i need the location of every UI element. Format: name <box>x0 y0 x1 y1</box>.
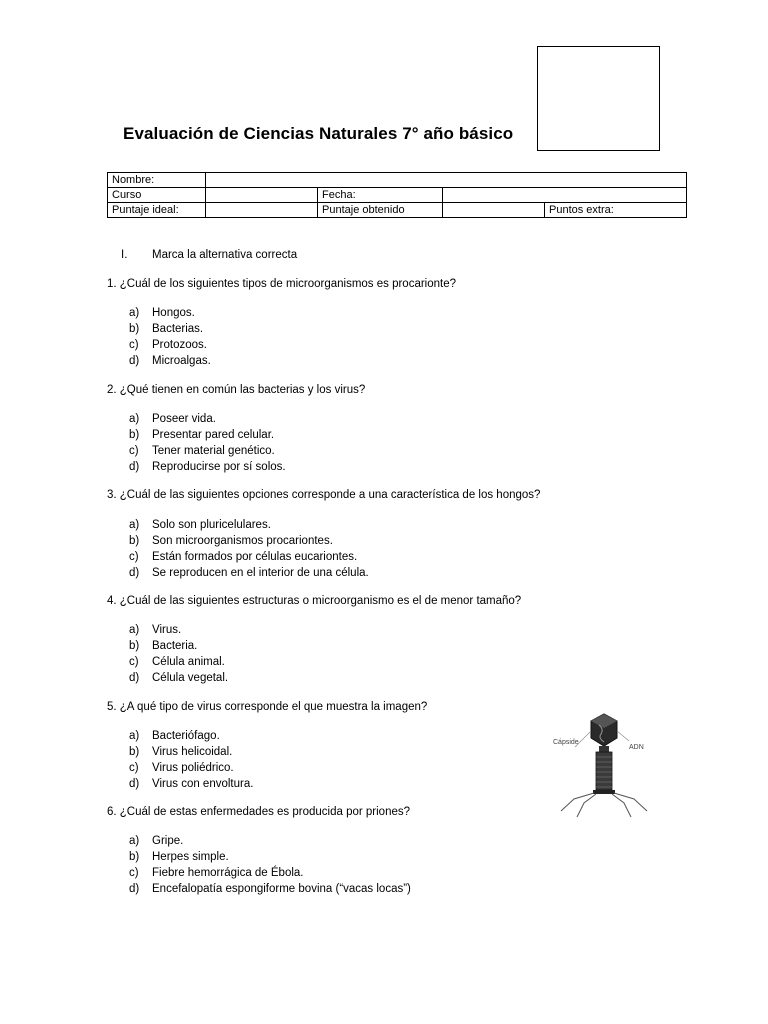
tail-fibers <box>561 793 647 817</box>
label-capside: Cápside <box>553 739 579 746</box>
option-5a[interactable]: a) Bacteriófago. <box>129 730 220 742</box>
section-heading <box>121 249 297 261</box>
option-2a[interactable]: a) Poseer vida. <box>129 413 216 425</box>
options-1 <box>129 305 211 369</box>
option-6d[interactable]: d) Encefalopatía espongiforme bovina (“vacas locas”) <box>129 883 411 895</box>
option-2c[interactable]: c) Tener material genético. <box>129 445 275 457</box>
option-4c[interactable]: c) Célula animal. <box>129 656 225 668</box>
options-2 <box>129 411 286 475</box>
option-3d[interactable]: d) Se reproducen en el interior de una célula. <box>129 567 369 579</box>
question-5: 5. ¿A qué tipo de virus corresponde el que muestra la imagen? <box>107 701 428 713</box>
option-6b[interactable]: b) Herpes simple. <box>129 851 229 863</box>
options-4 <box>129 622 228 686</box>
option-2b[interactable]: b) Presentar pared celular. <box>129 429 275 441</box>
question-6: 6. ¿Cuál de estas enfermedades es producida por priones? <box>107 806 411 818</box>
nombre-field[interactable] <box>206 173 687 188</box>
section-numeral: I. <box>121 249 128 261</box>
option-3a[interactable]: a) Solo son pluricelulares. <box>129 519 271 531</box>
bacteriophage-figure <box>549 711 659 821</box>
option-3c[interactable]: c) Están formados por células eucariontes. <box>129 551 358 563</box>
option-5d[interactable]: d) Virus con envoltura. <box>129 778 254 790</box>
option-4a[interactable]: a) Virus. <box>129 624 182 636</box>
collar <box>599 746 609 752</box>
photo-box <box>537 46 660 151</box>
adn-pointer <box>617 731 629 741</box>
option-1d[interactable]: d) Microalgas. <box>129 355 211 367</box>
option-2d[interactable]: d) Reproducirse por sí solos. <box>129 461 286 473</box>
question-2: 2. ¿Qué tienen en común las bacterias y los virus? <box>107 384 366 396</box>
puntos-extra-label: Puntos extra: <box>545 203 687 218</box>
fecha-label: Fecha: <box>318 188 443 203</box>
option-6c[interactable]: c) Fiebre hemorrágica de Ébola. <box>129 867 304 879</box>
fecha-field[interactable] <box>443 188 687 203</box>
question-4: 4. ¿Cuál de las siguientes estructuras o microorganismo es el de menor tamaño? <box>107 595 522 607</box>
page-title: Evaluación de Ciencias Naturales 7° año básico <box>123 124 514 143</box>
table-row <box>108 188 687 203</box>
options-6 <box>129 833 411 897</box>
section-title: Marca la alternativa correcta <box>152 249 298 261</box>
base-plate <box>593 790 615 794</box>
options-5 <box>129 728 253 792</box>
option-1c[interactable]: c) Protozoos. <box>129 339 207 351</box>
nombre-label: Nombre: <box>108 173 206 188</box>
options-3 <box>129 517 369 581</box>
puntaje-obtenido-field[interactable] <box>443 203 545 218</box>
tail-sheath <box>596 752 612 790</box>
option-5c[interactable]: c) Virus poliédrico. <box>129 762 234 774</box>
puntaje-obtenido-label: Puntaje obtenido <box>318 203 443 218</box>
question-1: 1. ¿Cuál de los siguientes tipos de microorganismos es procarionte? <box>107 278 457 290</box>
option-6a[interactable]: a) Gripe. <box>129 835 184 847</box>
label-adn: ADN <box>629 744 644 751</box>
table-row <box>108 173 687 188</box>
puntaje-ideal-label: Puntaje ideal: <box>108 203 206 218</box>
option-5b[interactable]: b) Virus helicoidal. <box>129 746 233 758</box>
question-3: 3. ¿Cuál de las siguientes opciones corresponde a una característica de los hongos? <box>107 489 541 501</box>
curso-field[interactable] <box>206 188 318 203</box>
option-3b[interactable]: b) Son microorganismos procariontes. <box>129 535 333 547</box>
option-4d[interactable]: d) Célula vegetal. <box>129 672 229 684</box>
option-1b[interactable]: b) Bacterias. <box>129 323 204 335</box>
option-4b[interactable]: b) Bacteria. <box>129 640 198 652</box>
student-info-table <box>107 172 687 218</box>
option-1a[interactable]: a) Hongos. <box>129 307 195 319</box>
puntaje-ideal-field[interactable] <box>206 203 318 218</box>
curso-label: Curso <box>108 188 206 203</box>
table-row <box>108 203 687 218</box>
